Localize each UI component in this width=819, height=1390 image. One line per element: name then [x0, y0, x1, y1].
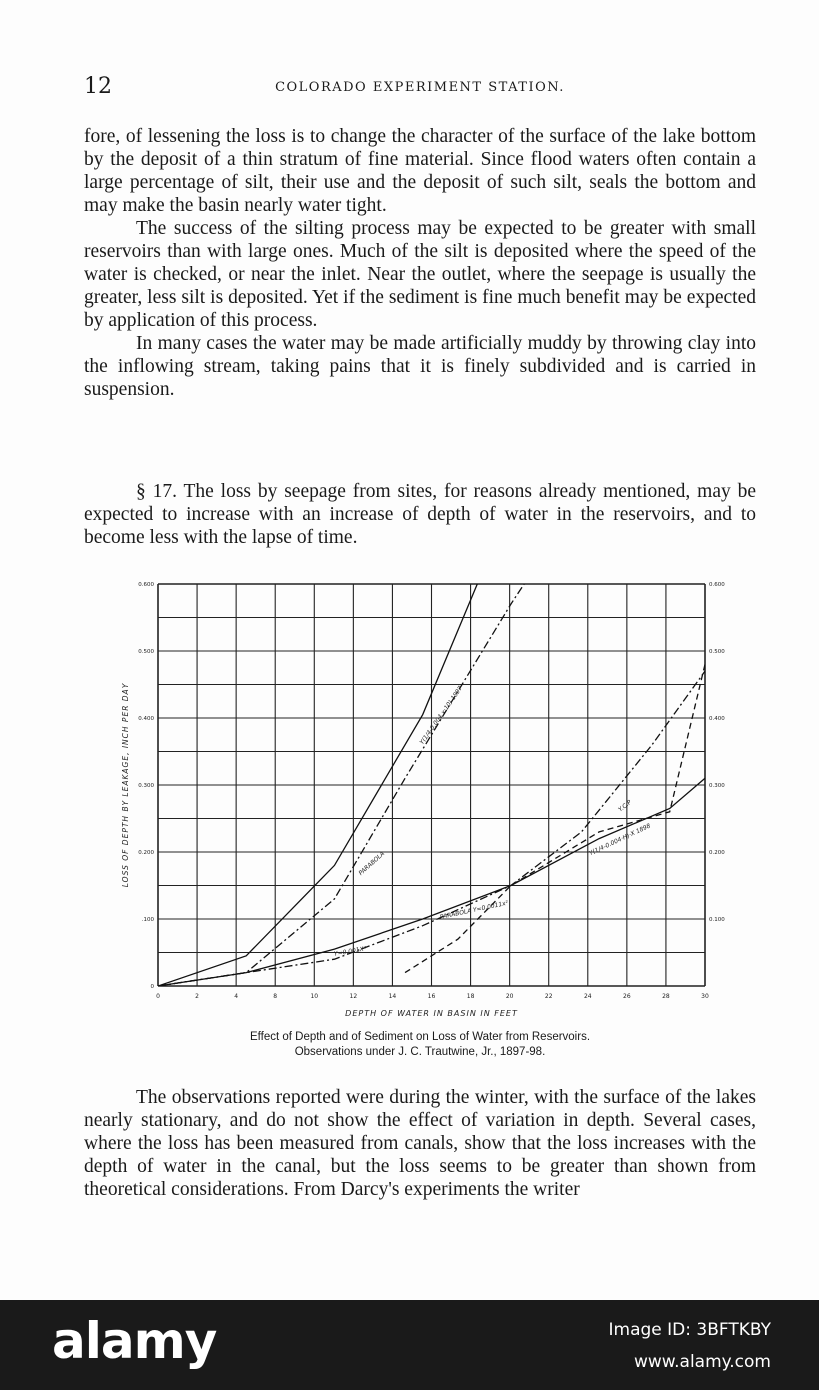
curve-annotation: Y(1/4-0.004 x·10) 1897: [418, 684, 465, 746]
y-tick-label-left: 0: [150, 984, 154, 990]
y-tick-label-left: 0.200: [138, 850, 154, 856]
y-tick-label-right: 0.600: [709, 582, 725, 588]
x-tick-label: 14: [388, 993, 397, 1000]
y-axis-label: LOSS OF DEPTH BY LEAKAGE, INCH PER DAY: [121, 682, 130, 888]
y-tick-label-left: 0.600: [138, 582, 154, 588]
x-tick-label: 2: [195, 993, 199, 1000]
x-tick-label: 16: [427, 993, 436, 1000]
curve-annotation: PARABOLA Y=0.0011x²: [439, 899, 509, 921]
x-tick-label: 12: [349, 993, 358, 1000]
section-17-text: § 17. The loss by seepage from sites, for reasons already mentioned, may be expected to increase with an increase of depth of water in the reservoirs, and to become less with the lapse of time.: [84, 481, 756, 548]
y-tick-label-left: .100: [141, 917, 154, 923]
paragraph-continued: fore, of lessening the loss is to change the character of the surface of the lake bottom by the deposit of a thin stratum of fine material. Since flood waters often contain a large percentage of silt, their use and the deposit of such silt, seals the bottom and may make the basin nearly water tight.: [84, 126, 756, 216]
y-tick-label-right: 0.100: [709, 917, 725, 923]
image-id: Image ID: 3BFTKBY: [608, 1320, 771, 1340]
bottom-text-block: [84, 1086, 756, 1201]
caption-line-2: Observations under J. C. Trautwine, Jr., 1897-98.: [294, 1046, 546, 1058]
x-tick-label: 26: [623, 993, 631, 1000]
y-tick-label-right: 0.400: [709, 716, 725, 722]
y-tick-label-left: 0.300: [138, 783, 154, 789]
page-number: 12: [84, 74, 112, 99]
x-tick-label: 10: [310, 993, 319, 1000]
x-tick-label: 18: [466, 993, 475, 1000]
brand-logo: alamy: [52, 1312, 217, 1370]
paragraph-observations: The observations reported were during the winter, with the surface of the lakes nearly stationary, and do not show the effect of variation in depth. Several cases, where the loss has been measured from canals, show that the loss increases with the depth of water in the canal, but the loss seems to be greater than shown from theoretical considerations. From Darcy's experiments the writer: [84, 1087, 756, 1200]
figure-caption: [84, 1030, 756, 1060]
x-tick-label: 0: [156, 993, 160, 1000]
curve-annotation: PARABOLA: [357, 850, 387, 877]
curve-annotation: Y(1/4-0.004·H)·X 1898: [588, 822, 652, 858]
series-line-1: [158, 572, 555, 986]
paragraph-muddy-water: In many cases the water may be made artificially muddy by throwing clay into the inflowing stream, taking pains that it is finely subdivided and is carried in suspension.: [84, 333, 756, 400]
x-tick-label: 22: [544, 993, 553, 1000]
curve-annotation: Y.C.P: [617, 798, 633, 814]
paragraph-silting: The success of the silting process may be expected to be greater with small reservoirs than with large ones. Much of the silt is deposited where the speed of the water is checked, or near the inlet. Near the outlet, where the seepage is usually the greater, less silt is deposited. Yet if the sediment is fine much benefit may be expected by application of this process.: [84, 218, 756, 331]
y-tick-label-left: 0.400: [138, 716, 154, 722]
chart-svg: [100, 572, 740, 1022]
x-axis-label: DEPTH OF WATER IN BASIN IN FEET: [345, 1009, 518, 1018]
curve-annotation: Y=0.001X²: [333, 945, 367, 958]
y-tick-label-right: 0.500: [709, 649, 725, 655]
image-url: www.alamy.com: [633, 1352, 771, 1372]
x-tick-label: 30: [701, 993, 709, 1000]
running-head: COLORADO EXPERIMENT STATION.: [275, 80, 565, 95]
x-tick-label: 20: [505, 993, 514, 1000]
y-tick-label-left: 0.500: [138, 649, 154, 655]
x-tick-label: 4: [234, 993, 239, 1000]
x-tick-label: 24: [583, 993, 592, 1000]
x-tick-label: 8: [273, 993, 278, 1000]
y-tick-label-right: 0.200: [709, 850, 725, 856]
top-text-block: [84, 125, 756, 401]
section-17: [84, 480, 756, 549]
seepage-chart: [100, 572, 740, 1022]
caption-line-1: Effect of Depth and of Sediment on Loss of Water from Reservoirs.: [249, 1031, 591, 1043]
x-tick-label: 28: [662, 993, 670, 1000]
y-tick-label-right: 0.300: [709, 783, 725, 789]
page-header: [84, 74, 756, 104]
